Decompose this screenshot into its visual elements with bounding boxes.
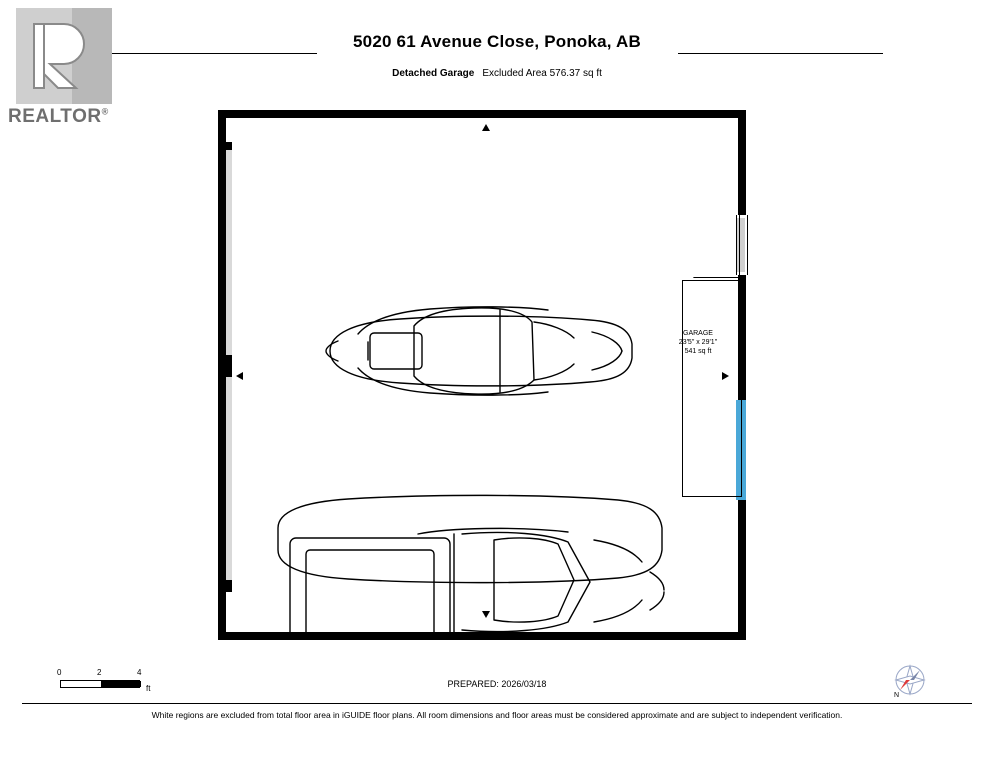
realtor-registered-mark: ® [101, 106, 109, 117]
room-dimensions: 23'5" x 29'1" [678, 339, 718, 346]
wall-segment-left-middle [226, 355, 232, 377]
page-subtitle [0, 68, 994, 79]
compass-icon [884, 660, 932, 708]
dimension-arrow-bottom [482, 611, 490, 618]
footer-disclaimer: White regions are excluded from total floor area in iGUIDE floor plans. All room dimensions and floor areas must be considered approximate and are subject to independent verification. [151, 710, 843, 720]
scale-tick-0: 0 [57, 668, 62, 677]
car-top [326, 307, 632, 395]
vehicle-illustrations [218, 110, 746, 640]
footer-divider [22, 703, 972, 704]
dimension-arrow-left [236, 372, 243, 380]
car-bottom [278, 495, 664, 640]
wall-bottom [218, 632, 746, 640]
subtitle-area-label: Excluded Area 576.37 sq ft [482, 68, 602, 79]
scale-tick-2: 4 [137, 668, 142, 677]
title-rule-right [678, 53, 883, 54]
dimension-arrow-top [482, 124, 490, 131]
scale-unit-label: ft [146, 684, 151, 693]
wall-top [218, 110, 746, 118]
compass-north-label: N [894, 692, 900, 699]
wall-left [218, 110, 226, 640]
subtitle-level-label: Detached Garage [392, 68, 475, 79]
floor-plan [218, 110, 746, 640]
realtor-r-icon [16, 8, 112, 104]
garage-inner-outline [682, 280, 742, 497]
title-rule-left [112, 53, 317, 54]
prepared-date: PREPARED: 2026/03/18 [447, 679, 547, 689]
realtor-word-text: REALTOR [8, 106, 102, 127]
realtor-wordmark [8, 106, 109, 128]
wall-segment-left-bottom [226, 580, 232, 592]
scale-tick-1: 2 [97, 668, 102, 677]
page-title: 5020 61 Avenue Close, Ponoka, AB [353, 32, 641, 51]
room-area: 541 sq ft [684, 348, 712, 355]
dimension-arrow-right [722, 372, 729, 380]
compass-rose [884, 660, 932, 708]
wall-segment-left-top [226, 142, 232, 150]
room-name: GARAGE [683, 330, 713, 337]
room-label-garage [638, 329, 758, 356]
